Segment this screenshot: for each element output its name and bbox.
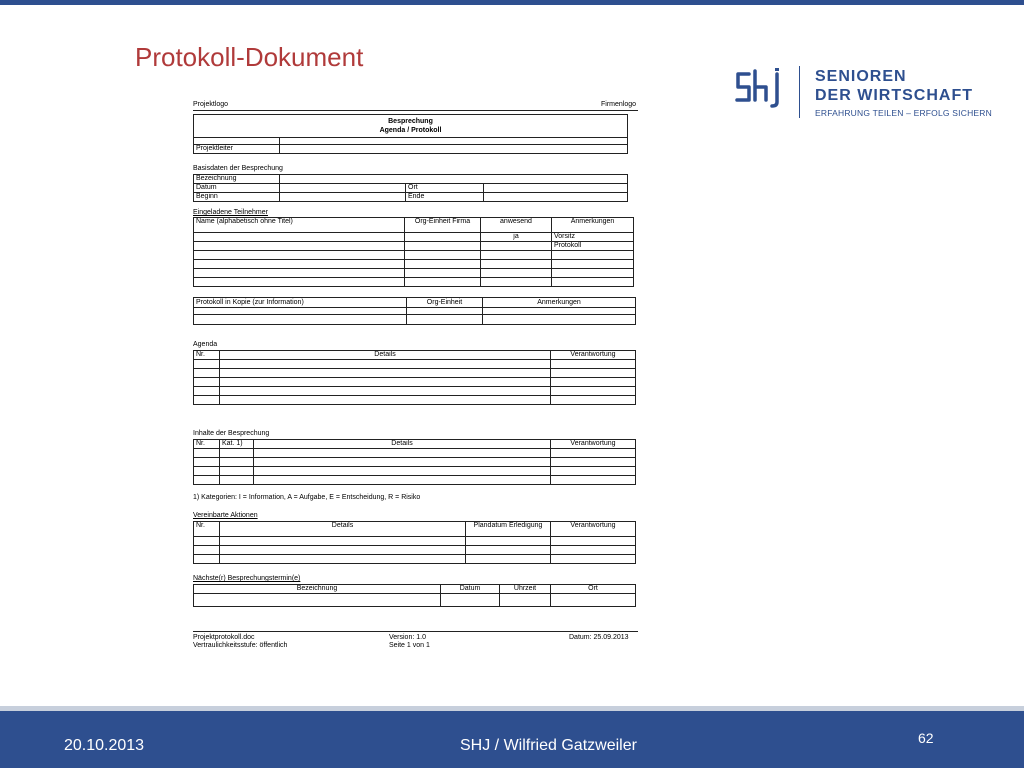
form-header-rule [193, 110, 638, 111]
top-accent-bar [0, 0, 1024, 5]
form-basis-table [193, 174, 628, 202]
form-projektleiter-table [193, 137, 628, 154]
agenda-col-nr: Nr. [194, 351, 220, 360]
inhalte-col-kat: Kat. 1) [220, 440, 254, 449]
form-projektleiter-label: Projektleiter [194, 145, 280, 154]
form-footer-version: Version: 1.0 [389, 634, 426, 641]
kopie-col-name: Protokoll in Kopie (zur Information) [194, 298, 407, 308]
teilnehmer-col-anwesend: anwesend [481, 218, 552, 233]
form-footer-seite: Seite 1 von 1 [389, 642, 430, 649]
form-footer-rule [193, 631, 638, 632]
form-agenda-table [193, 350, 636, 405]
form-basis-label: Basisdaten der Besprechung [193, 165, 283, 172]
form-footer-datum: Datum: 25.09.2013 [569, 634, 629, 641]
form-ort-label: Ort [406, 184, 484, 193]
logo-divider [799, 66, 800, 118]
agenda-col-verantwortung: Verantwortung [551, 351, 636, 360]
form-agenda-label: Agenda [193, 341, 218, 348]
form-inhalte-label: Inhalte der Besprechung [193, 430, 270, 437]
inhalte-col-nr: Nr. [194, 440, 220, 449]
naechste-col-bezeichnung: Bezeichnung [194, 585, 441, 594]
form-ende-label: Ende [406, 193, 484, 202]
teilnehmer-row1-anwesend: ja [481, 233, 552, 242]
footer-page-number: 62 [918, 730, 934, 746]
form-aktionen-table [193, 521, 636, 564]
form-naechste-table [193, 584, 636, 607]
teilnehmer-col-name: Name (alphabetisch ohne Titel) [194, 218, 405, 233]
aktionen-col-nr: Nr. [194, 522, 220, 537]
form-projektleiter-value [280, 145, 628, 154]
form-datum-label: Datum [194, 184, 280, 193]
form-footer-file: Projektprotokoll.doc [193, 634, 255, 641]
kopie-col-org: Org-Einheit [407, 298, 483, 308]
logo-text-senioren: SENIOREN [815, 68, 907, 85]
form-title-line1: Besprechung [388, 118, 433, 125]
form-footer-vertraulichkeit: Vertraulichkeitsstufe: öffentlich [193, 642, 288, 649]
inhalte-col-verantwortung: Verantwortung [551, 440, 636, 449]
slide-title: Protokoll-Dokument [135, 42, 364, 72]
logo-text-der-wirtschaft: DER WIRTSCHAFT [815, 87, 973, 104]
form-naechste-label: Nächste(r) Besprechungstermin(e) [193, 575, 301, 582]
form-kategorien-note: 1) Kategorien: I = Information, A = Aufgabe, E = Entscheidung, R = Risiko [193, 494, 421, 501]
form-title-table [193, 114, 628, 138]
inhalte-col-details: Details [254, 440, 551, 449]
form-inhalte-table [193, 439, 636, 485]
form-teilnehmer-label: Eingeladene Teilnehmer [193, 209, 268, 216]
aktionen-col-details: Details [220, 522, 466, 537]
aktionen-col-plandatum: Plandatum Erledigung [466, 522, 551, 537]
naechste-col-ort: Ort [551, 585, 636, 594]
teilnehmer-row2-anmerkung: Protokoll [552, 242, 634, 251]
form-teilnehmer-table [193, 217, 634, 287]
form-aktionen-label: Vereinbarte Aktionen [193, 512, 258, 519]
naechste-col-uhrzeit: Uhrzeit [500, 585, 551, 594]
form-firmenlogo: Firmenlogo [600, 101, 636, 108]
footer-date: 20.10.2013 [64, 737, 145, 754]
form-kopie-table [193, 297, 636, 325]
shj-logo [733, 66, 993, 126]
form-bezeichnung-label: Bezeichnung [194, 175, 280, 184]
footer-author: SHJ / Wilfried Gatzweiler [460, 737, 637, 754]
logo-tagline: ERFAHRUNG TEILEN – ERFOLG SICHERN [815, 108, 992, 118]
protocol-form-document [193, 101, 638, 653]
naechste-col-datum: Datum [441, 585, 500, 594]
form-title-cell [194, 115, 628, 138]
teilnehmer-col-org: Org-Einheit Firma [405, 218, 481, 233]
agenda-col-details: Details [220, 351, 551, 360]
form-title-line2: Agenda / Protokoll [379, 127, 442, 134]
teilnehmer-row1-anmerkung: Vorsitz [552, 233, 634, 242]
teilnehmer-col-anmerkungen: Anmerkungen [552, 218, 634, 233]
kopie-col-anmerkungen: Anmerkungen [483, 298, 636, 308]
aktionen-col-verantwortung: Verantwortung [551, 522, 636, 537]
form-projektlogo: Projektlogo [193, 101, 229, 108]
form-beginn-label: Beginn [194, 193, 280, 202]
shj-logo-mark-icon [733, 68, 791, 108]
